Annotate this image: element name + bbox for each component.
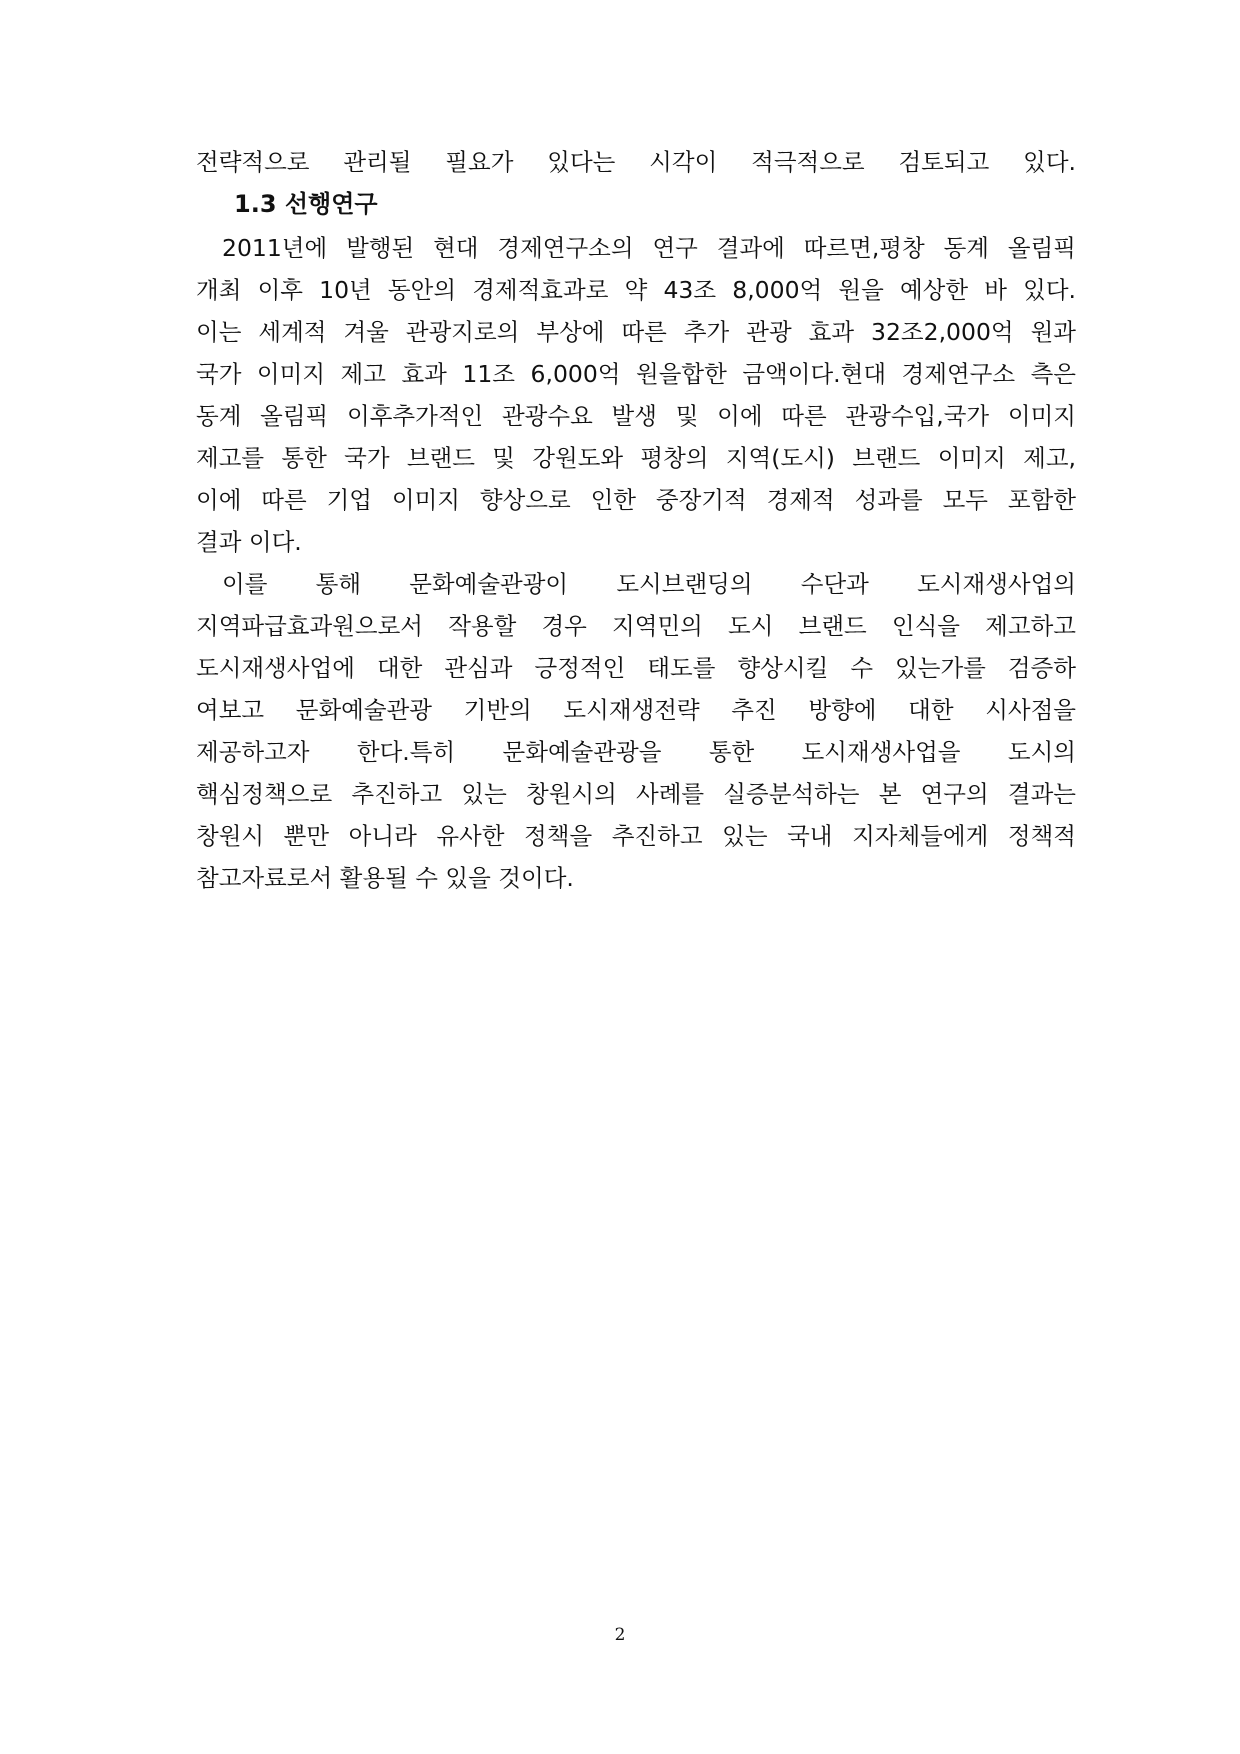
paragraph-1-line-4: 국가 이미지 제고 효과 11조 6,000억 원을합한 금액이다.현대 경제연구소 측은 (196, 360, 1076, 388)
paragraph-2-line-5: 제공하고자 한다.특히 문화예술관광을 통한 도시재생사업을 도시의 (196, 738, 1076, 766)
paragraph-1-line-6: 제고를 통한 국가 브랜드 및 강원도와 평창의 지역(도시) 브랜드 이미지 제고, (196, 444, 1076, 472)
paragraph-1-line-8: 결과 이다. (196, 528, 302, 556)
paragraph-1-line-5: 동계 올림픽 이후추가적인 관광수요 발생 및 이에 따른 관광수입,국가 이미지 (196, 402, 1076, 430)
paragraph-1-line-3: 이는 세계적 겨울 관광지로의 부상에 따른 추가 관광 효과 32조2,000억 원과 (196, 318, 1076, 346)
paragraph-2-line-7: 창원시 뿐만 아니라 유사한 정책을 추진하고 있는 국내 지자체들에게 정책적 (196, 822, 1076, 850)
paragraph-2-line-2: 지역파급효과원으로서 작용할 경우 지역민의 도시 브랜드 인식을 제고하고 (196, 612, 1076, 640)
paragraph-2-line-1: 이를 통해 문화예술관광이 도시브랜딩의 수단과 도시재생사업의 (222, 570, 1076, 598)
paragraph-2-line-3: 도시재생사업에 대한 관심과 긍정적인 태도를 향상시킬 수 있는가를 검증하 (196, 654, 1076, 682)
paragraph-2-line-6: 핵심정책으로 추진하고 있는 창원시의 사례를 실증분석하는 본 연구의 결과는 (196, 780, 1076, 808)
paragraph-1-line-1: 2011년에 발행된 현대 경제연구소의 연구 결과에 따르면,평창 동계 올림픽 (222, 234, 1076, 262)
continued-paragraph-line: 전략적으로 관리될 필요가 있다는 시각이 적극적으로 검토되고 있다. (196, 148, 1076, 176)
page-number: 2 (614, 1625, 626, 1645)
section-heading: 1.3 선행연구 (234, 190, 378, 218)
paragraph-2-line-4: 여보고 문화예술관광 기반의 도시재생전략 추진 방향에 대한 시사점을 (196, 696, 1076, 724)
paragraph-1-line-2: 개최 이후 10년 동안의 경제적효과로 약 43조 8,000억 원을 예상한 바 있다. (196, 276, 1076, 304)
paragraph-1-line-7: 이에 따른 기업 이미지 향상으로 인한 중장기적 경제적 성과를 모두 포함한 (196, 486, 1076, 514)
paragraph-2-line-8: 참고자료로서 활용될 수 있을 것이다. (196, 864, 574, 892)
